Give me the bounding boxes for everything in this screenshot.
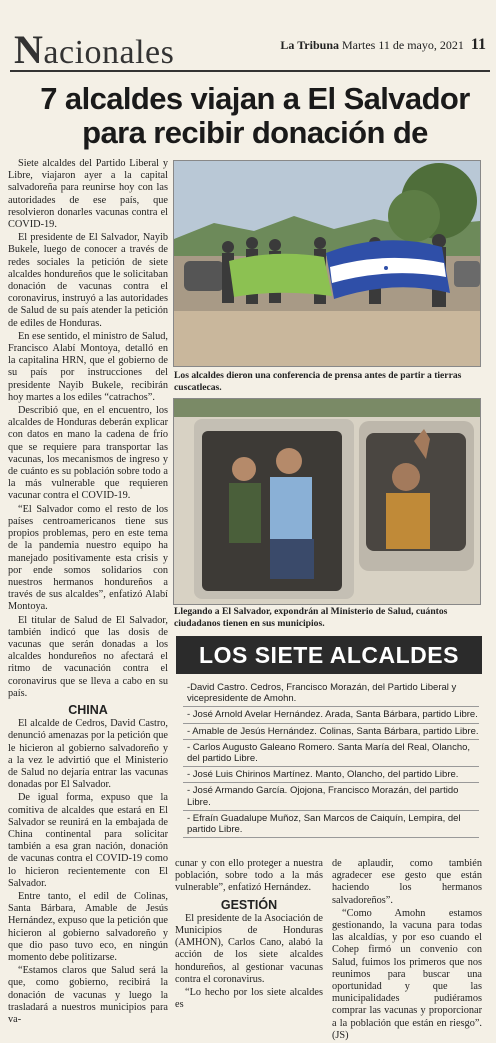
list-item: - José Arnold Avelar Hernández. Arada, Santa Bárbara, partido Libre.: [183, 707, 479, 723]
photo-caption: Llegando a El Salvador, expondrán al Ministerio de Salud, cuántos ciudadanos tienen en sus municipios.: [174, 606, 448, 629]
headline: 7 alcaldes viajan a El Salvador para recibir donación de: [40, 81, 470, 150]
right-column: [332, 858, 482, 1043]
photo-caption: Los alcaldes dieron una conferencia de prensa antes de partir a tierras cuscatlecas.: [174, 370, 462, 393]
list-item: - Carlos Augusto Galeano Romero. Santa María del Real, Olancho, del partido Libre.: [183, 740, 479, 767]
dateline: [280, 36, 486, 54]
paragraph: El alcalde de Cedros, David Castro, denunció amenazas por la petición que le hicieron al gobierno salvadoreño y a la vez le advirtió que el Ministerio de Salud no dejaría entrar las vacunas donadas por El Salvador.: [8, 718, 168, 791]
paragraph: “El Salvador como el resto de los países centroamericanos tiene sus propios problemas, pero en este tema de la pandemia nuestro equipo ha manejado positivamente esta crisis y por ende somos solidarios con nuestros hermanos hondureños a través de sus alcaldes”, enfatizó Alabí Montoya.: [8, 503, 168, 613]
list-item: - Amable de Jesús Hernández. Colinas, Santa Bárbara, partido Libre.: [183, 724, 479, 740]
list-item: - José Luis Chirinos Martínez. Manto, Olancho, del partido Libre.: [183, 767, 479, 783]
page-number: 11: [470, 36, 486, 53]
paragraph: En ese sentido, el ministro de Salud, Francisco Alabí Montoya, detalló en la capitalina HRN, que el gobierno de su país por instrucciones del presidente Nayib Bukele, recibirán hoy martes a los ediles “catrachos”.: [8, 330, 168, 403]
paragraph: “Como Amohn estamos gestionando, la vacuna para todas las alcaldías, y por eso cuando el Cohep firmó un convenio con Salud, fuimos los primeros que nos reunimos para buscar una oportunidad y que las municipalidades pudiéramos comprar las vacunas y proporcionar a la población que están en riesgo”. (JS): [332, 907, 482, 1041]
paragraph: El presidente de la Asociación de Municipios de Honduras (AMHON), Carlos Cano, alabó la acción de los siete alcaldes hondureños, al gestionar vacunas contra el coronavirus.: [175, 912, 323, 985]
paragraph: “Lo hecho por los siete alcaldes es: [175, 987, 323, 1011]
paragraph: cunar y con ello proteger a nuestra población, sobre todo a la más vulnerable”, enfatizó Hernández.: [175, 858, 323, 894]
paragraph: de aplaudir, como también agradecer ese gesto que están haciendo los hermanos salvadoreños”.: [332, 858, 482, 906]
left-column: [8, 158, 168, 1027]
list-item: -David Castro. Cedros, Francisco Morazán, del Partido Liberal y vicepresidente de Amohn.: [183, 680, 479, 707]
issue-date: Martes 11 de mayo, 2021: [342, 38, 464, 52]
mayors-list: [183, 680, 479, 838]
paragraph: El titular de Salud de El Salvador, también indicó que las dosis de vacunas que serán donadas a los alcaldes hondureños no afectará el ritmo de vacunación contra el coronavirus que se lleva a cabo en su país.: [8, 614, 168, 699]
masthead: [10, 24, 490, 72]
vehicle-photo: [173, 398, 481, 605]
section-banner: LOS SIETE ALCALDES: [176, 636, 482, 674]
list-item: - Efraín Guadalupe Muñoz, San Marcos de Caiquín, Lempira, del partido Libre.: [183, 811, 479, 838]
paragraph: Describió que, en el encuentro, los alcaldes de Honduras deberán explicar con datos en mano la cadena de frío que se requiere para transportar las vacunas, los mecanismos de ingreso y de cuánto es su población sobre todo a la más vulnerable que requieren vacunar contra el COVID-19.: [8, 405, 168, 502]
list-item: - José Armando García. Ojojona, Francisco Morazán, del partido Libre.: [183, 783, 479, 810]
paragraph: Siete alcaldes del Partido Liberal y Libre, viajaron ayer a la capital salvadoreña para reunirse hoy con las autoridades de ese país, que resolvieron donarles vacunas contra el COVID-19.: [8, 158, 168, 231]
paragraph: El presidente de El Salvador, Nayib Bukele, luego de conocer a través de redes sociales la petición de siete alcaldes hondureños que le solicitaban donación de vacunas contra el coronavirus, instruyó a las autoridades de Salud de su país atender la petición de ediles de Honduras.: [8, 232, 168, 329]
middle-column: [175, 858, 323, 1012]
paragraph: Entre tanto, el edil de Colinas, Santa Bárbara, Amable de Jesús Hernández, expuso que la petición que hicieron al gobierno salvadoreño y que dio paso tuvo eco, en ningún momento debe politizarse.: [8, 890, 168, 963]
china-subheading: CHINA: [68, 702, 108, 717]
section-name: Nacionales: [14, 27, 175, 72]
paper-name: La Tribuna: [280, 38, 339, 52]
gestion-subheading: GESTIÓN: [220, 897, 278, 912]
paragraph: De igual forma, expuso que la comitiva de alcaldes que estará en El Salvador se reunirá en la embajada de China continental para solicitar también a esa gran nación, donación de vacunas contra el COVID-19 como lo hicieron recientemente con El Salvador.: [8, 792, 168, 889]
press-conference-photo: [173, 160, 481, 367]
paragraph: “Estamos claros que Salud será la que, como gobierno, recibirá la donación de vacunas y luego la trasladará a nuestros municipios para va-: [8, 965, 168, 1026]
